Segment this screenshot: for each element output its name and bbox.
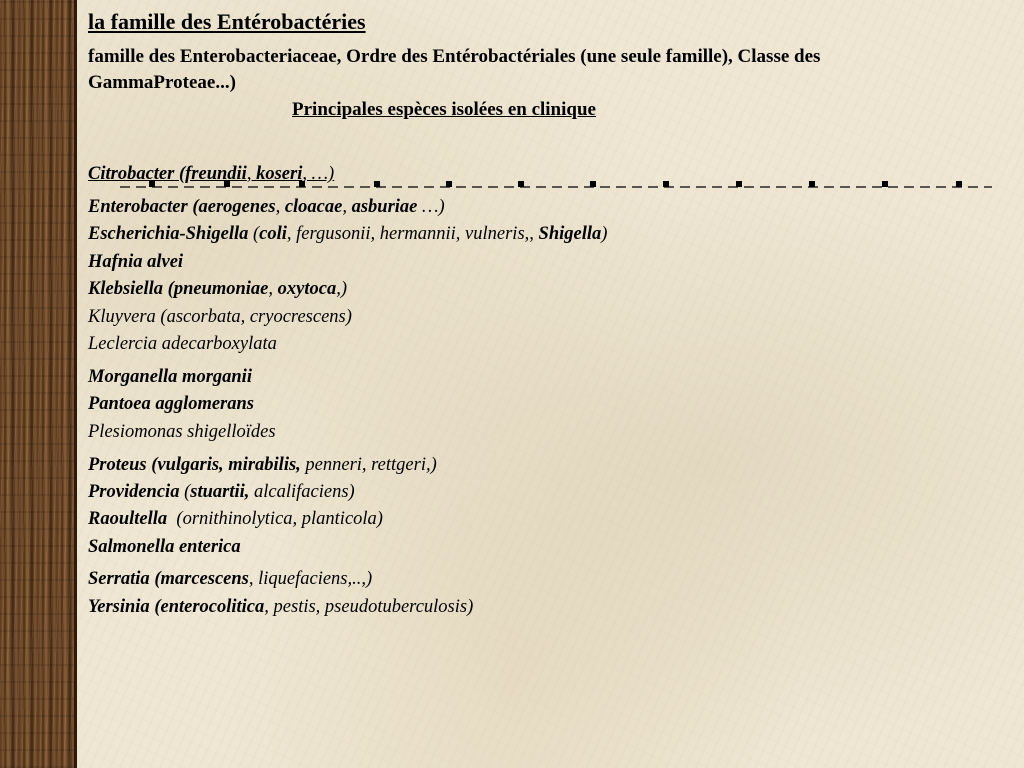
genus-name: Raoultella <box>88 509 168 529</box>
species-rest: (ornithinolytica, planticola) <box>167 509 383 529</box>
separator: , <box>275 197 285 217</box>
species-plesiomonas: Plesiomonas shigelloïdes <box>88 422 276 442</box>
separator: , <box>268 279 278 299</box>
section-heading: Principales espèces isolées en clinique <box>292 99 596 120</box>
open-paren: ( <box>187 197 199 217</box>
wood-border-decoration <box>0 0 76 768</box>
open-paren: ( <box>163 279 174 299</box>
species-name: marcescens <box>160 569 249 589</box>
species-name: coli <box>259 224 287 244</box>
species-name: oxytoca <box>277 279 337 299</box>
species-name: aerogenes <box>198 197 276 217</box>
genus-name: Citrobacter <box>88 164 175 184</box>
species-salmonella: Salmonella enterica <box>88 537 241 557</box>
species-klebsiella <box>88 278 988 300</box>
species-name: freundii <box>185 164 247 184</box>
species-name: cloacae <box>284 197 343 217</box>
genus-name: Enterobacter <box>88 197 188 217</box>
genus-name: Klebsiella <box>88 279 164 299</box>
genus-name: Serratia <box>88 569 150 589</box>
species-pantoea: Pantoea agglomerans <box>88 394 254 414</box>
subtitle-line-1: famille des Enterobacteriaceae, Ordre des Entérobactériales (une seule famille), Classe des <box>88 46 821 67</box>
slide-subtitle <box>88 44 988 96</box>
genus-name: Yersinia <box>88 597 150 617</box>
close-paren: ) <box>601 224 608 244</box>
species-rest: …) <box>417 197 445 217</box>
species-name: stuartii, <box>190 482 250 502</box>
species-serratia <box>88 568 988 590</box>
species-rest: alcalifaciens) <box>249 482 355 502</box>
species-kluyvera: Kluyvera (ascorbata, cryocrescens) <box>88 307 352 327</box>
species-providencia <box>88 481 988 503</box>
close-paren: ,) <box>336 279 348 299</box>
slide-title: la famille des Entérobactéries <box>88 9 366 34</box>
species-name: enterocolitica <box>160 597 265 617</box>
open-paren: ( <box>179 482 191 502</box>
species-rest: , fergusonii, hermannii, vulneris,, <box>286 224 539 244</box>
open-paren: ( <box>149 569 161 589</box>
species-leclercia: Leclercia adecarboxylata <box>88 334 277 354</box>
separator: , <box>342 197 352 217</box>
species-hafnia: Hafnia alvei <box>88 252 184 272</box>
species-morganella: Morganella morganii <box>88 367 252 387</box>
species-enterobacter <box>88 196 988 218</box>
species-name: asburiae <box>351 197 418 217</box>
species-rest: , liquefaciens,..,) <box>248 569 373 589</box>
open-paren: ( <box>174 164 186 184</box>
genus-name: Providencia <box>88 482 180 502</box>
slide-header <box>88 8 988 123</box>
species-rest: penneri, rettgeri,) <box>300 455 437 475</box>
wood-border-edge <box>74 0 77 768</box>
species-name: pneumoniae <box>173 279 269 299</box>
open-paren: ( <box>248 224 260 244</box>
separator: , <box>246 164 257 184</box>
species-raoultella <box>88 508 988 530</box>
subtitle-line-2: GammaProteae...) <box>88 72 236 93</box>
species-rest: , …) <box>302 164 335 184</box>
species-name: koseri <box>256 164 303 184</box>
species-escherichia-shigella <box>88 223 988 245</box>
proteus-bold-part: Proteus (vulgaris, mirabilis, <box>88 455 301 475</box>
species-proteus <box>88 454 988 476</box>
species-citrobacter <box>88 163 988 185</box>
genus-name: Escherichia-Shigella <box>88 224 249 244</box>
species-yersinia <box>88 596 988 618</box>
species-rest: , pestis, pseudotuberculosis) <box>264 597 474 617</box>
open-paren: ( <box>149 597 161 617</box>
species-name: Shigella <box>538 224 602 244</box>
